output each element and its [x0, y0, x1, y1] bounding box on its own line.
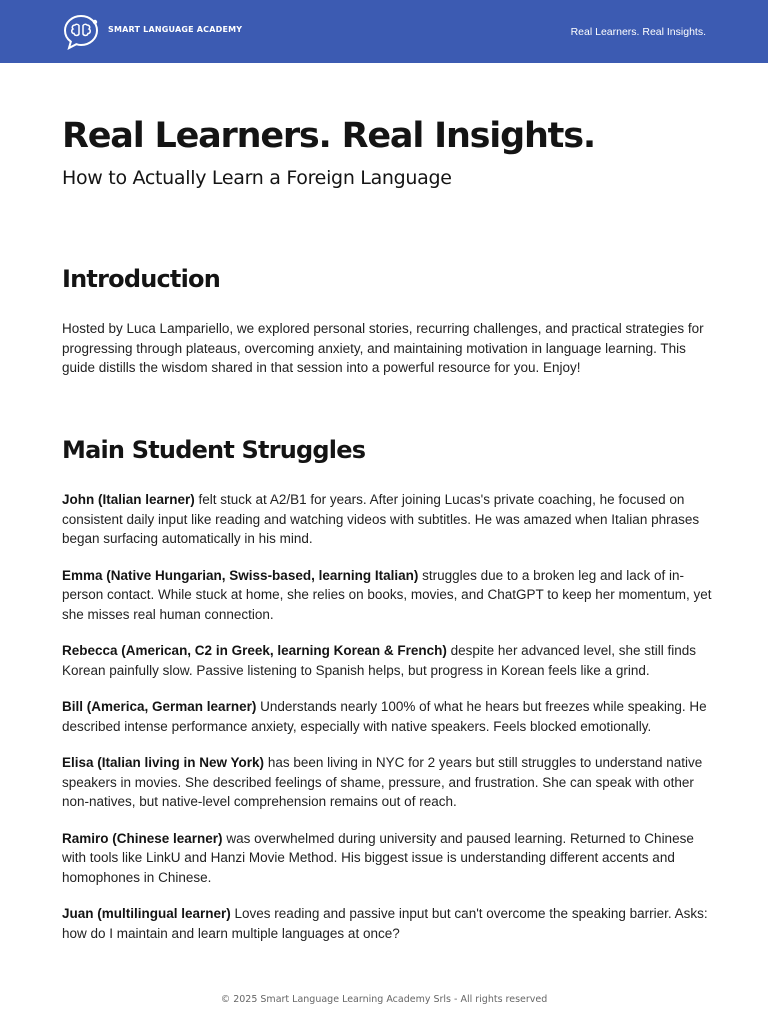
story-text: has been living in NYC for 2 years but still struggles to understand native speakers in movies. She described feelings of shame, pressure, and frustration. She can speak with other non-natives, but native-level comprehension remains out of reach.	[62, 755, 703, 809]
story-text: struggles due to a broken leg and lack of in-person contact. While stuck at home, she relies on books, movies, and ChatGPT to keep her momentum, yet she misses real human connection.	[62, 567, 712, 622]
struggles-heading: Main Student Struggles	[62, 436, 366, 464]
story-elisa	[62, 753, 712, 812]
footer-copyright: © 2025 Smart Language Learning Academy Srls - All rights reserved	[220, 994, 548, 1005]
introduction-paragraph: Hosted by Luca Lampariello, we explored personal stories, recurring challenges, and practical strategies for progressing through plateaus, overcoming anxiety, and maintaining motivation in language learning. This guide distills the wisdom shared in that session into a powerful resource for you. Enjoy!	[62, 321, 704, 375]
story-john	[62, 490, 712, 549]
story-emma	[62, 566, 712, 625]
story-learner-name: Ramiro (Chinese learner)	[62, 830, 223, 846]
page-title: Real Learners. Real Insights.	[62, 116, 595, 156]
story-text: Understands nearly 100% of what he hears but freezes while speaking. He described intense performance anxiety, especially with native speakers. Feels blocked emotionally.	[62, 699, 707, 734]
story-text: Loves reading and passive input but can't overcome the speaking barrier. Asks: how do I maintain and learn multiple languages at once?	[62, 906, 708, 941]
header-bar	[0, 0, 768, 63]
story-bill	[62, 697, 712, 736]
header-tagline: Real Learners. Real Insights.	[570, 26, 706, 38]
story-learner-name: Elisa (Italian living in New York)	[62, 755, 265, 770]
story-text: felt stuck at A2/B1 for years. After joining Lucas's private coaching, he focused on consistent daily input like reading and watching videos with subtitles. He was amazed when Italian phrases began surfacing automatically in his mind.	[62, 492, 700, 546]
story-learner-name: Juan (multilingual learner)	[62, 906, 231, 921]
brand-name: SMART LANGUAGE ACADEMY	[108, 25, 243, 34]
story-learner-name: Bill (America, German learner)	[62, 699, 257, 714]
story-text: despite her advanced level, she still finds Korean painfully slow. Passive listening to Spanish helps, but progress in Korean feels like a grind.	[62, 643, 697, 678]
page-subtitle: How to Actually Learn a Foreign Language	[62, 167, 452, 189]
introduction-heading: Introduction	[62, 265, 220, 293]
story-text: was overwhelmed during university and paused learning. Returned to Chinese with tools like LinkU and Hanzi Movie Method. His biggest issue is understanding different accents and homophones in Chinese.	[62, 830, 694, 885]
brain-speech-bubble-icon	[62, 13, 100, 51]
story-juan	[62, 904, 712, 943]
story-learner-name: Rebecca (American, C2 in Greek, learning Korean & French)	[62, 643, 447, 658]
story-ramiro	[62, 829, 712, 888]
story-rebecca	[62, 641, 712, 680]
story-learner-name: Emma (Native Hungarian, Swiss-based, learning Italian)	[62, 567, 419, 583]
story-learner-name: John (Italian learner)	[62, 492, 195, 507]
struggles-list	[62, 490, 712, 960]
